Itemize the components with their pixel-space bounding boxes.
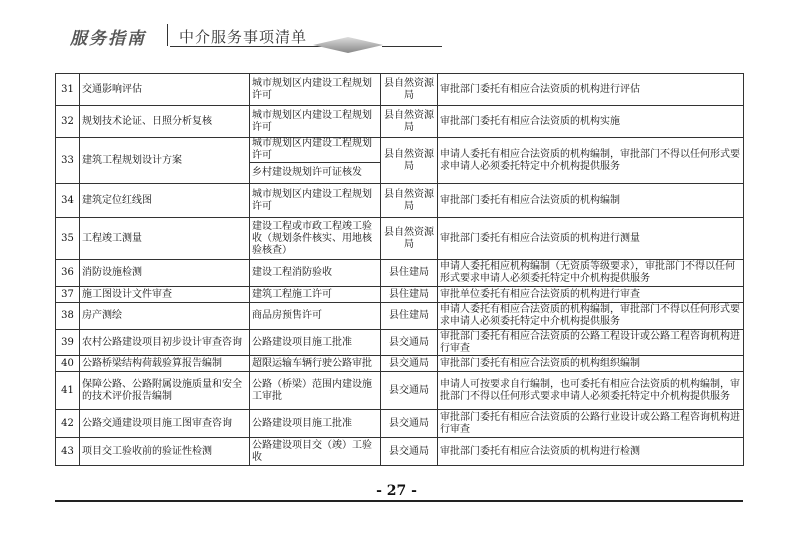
approval-item: 建设工程消防验收 [250, 260, 381, 287]
approval-item: 超限运输车辆行驶公路审批 [250, 356, 381, 372]
approval-item: 城市规划区内建设工程规划许可 [250, 106, 381, 138]
row-number: 40 [56, 356, 80, 372]
service-item: 项目交工验收前的验证性检测 [80, 438, 250, 466]
department: 县自然资源局 [381, 106, 438, 138]
department: 县自然资源局 [381, 74, 438, 106]
page-number: - 27 - [376, 483, 417, 499]
approval-item: 建筑工程施工许可 [250, 287, 381, 303]
department: 县交通局 [381, 356, 438, 372]
remark: 审批部门委托有相应合法资质的公路行业设计或公路工程咨询机构进行审查 [438, 410, 744, 438]
row-number: 37 [56, 287, 80, 303]
table-row [56, 138, 744, 163]
remark: 申请人委托相应机构编制（无资质等级要求），审批部门不得以任何形式要求申请人必须委托特定中介机构提供服务 [438, 260, 744, 287]
row-number: 42 [56, 410, 80, 438]
table-row [56, 410, 744, 438]
row-number: 39 [56, 330, 80, 356]
service-item: 保障公路、公路附属设施质量和安全的技术评价报告编制 [80, 372, 250, 410]
service-item: 房产测绘 [80, 303, 250, 330]
service-item: 工程竣工测量 [80, 218, 250, 260]
approval-item: 公路建设项目交（竣）工验收 [250, 438, 381, 466]
brand-title: 服务指南 [70, 29, 146, 49]
service-item: 公路桥梁结构荷载验算报告编制 [80, 356, 250, 372]
section-title: 中介服务事项清单 [179, 28, 308, 46]
service-item: 施工图设计文件审查 [80, 287, 250, 303]
department: 县住建局 [381, 287, 438, 303]
approval-item-secondary: 乡村建设规划许可证核发 [250, 163, 381, 184]
footer-rule [55, 500, 743, 502]
row-number: 35 [56, 218, 80, 260]
table-row [56, 218, 744, 260]
service-item: 消防设施检测 [80, 260, 250, 287]
service-item: 建筑定位红线图 [80, 184, 250, 218]
department: 县住建局 [381, 260, 438, 287]
remark: 审批部门委托有相应合法资质的公路工程设计或公路工程咨询机构进行审查 [438, 330, 744, 356]
service-item: 规划技术论证、日照分析复核 [80, 106, 250, 138]
table-row [56, 438, 744, 466]
row-number: 36 [56, 260, 80, 287]
approval-item: 城市规划区内建设工程规划许可 [250, 74, 381, 106]
remark: 审批部门委托有相应合法资质的机构组织编制 [438, 356, 744, 372]
remark: 审批部门委托有相应合法资质的机构实施 [438, 106, 744, 138]
row-number: 38 [56, 303, 80, 330]
table-row [56, 303, 744, 330]
approval-item: 建设工程或市政工程竣工验收（规划条件核实、用地核验核查） [250, 218, 381, 260]
service-items-table [55, 73, 744, 466]
table-row [56, 372, 744, 410]
service-item: 建筑工程规划设计方案 [80, 138, 250, 184]
row-number: 31 [56, 74, 80, 106]
header-rule-right [382, 46, 442, 47]
row-number: 34 [56, 184, 80, 218]
department: 县自然资源局 [381, 218, 438, 260]
row-number: 32 [56, 106, 80, 138]
department: 县交通局 [381, 330, 438, 356]
table-row [56, 356, 744, 372]
approval-item: 公路建设项目施工批准 [250, 330, 381, 356]
row-number: 43 [56, 438, 80, 466]
table-row [56, 287, 744, 303]
approval-item: 公路建设项目施工批准 [250, 410, 381, 438]
table-row [56, 106, 744, 138]
service-item: 公路交通建设项目施工图审查咨询 [80, 410, 250, 438]
service-item: 农村公路建设项目初步设计审查咨询 [80, 330, 250, 356]
approval-item: 城市规划区内建设工程规划许可 [250, 184, 381, 218]
row-number: 33 [56, 138, 80, 184]
remark: 审批单位委托有相应合法资质的机构进行审查 [438, 287, 744, 303]
service-item: 交通影响评估 [80, 74, 250, 106]
department: 县自然资源局 [381, 138, 438, 184]
remark: 申请人可按要求自行编制，也可委托有相应合法资质的机构编制，审批部门不得以任何形式要求申请人必须委托特定中介机构提供服务 [438, 372, 744, 410]
approval-item: 公路（桥梁）范围内建设施工审批 [250, 372, 381, 410]
remark: 审批部门委托有相应合法资质的机构进行评估 [438, 74, 744, 106]
table-row [56, 260, 744, 287]
table-row [56, 184, 744, 218]
remark: 申请人委托有相应合法资质的机构编制，审批部门不得以任何形式要求申请人必须委托特定中介机构提供服务 [438, 138, 744, 184]
remark: 审批部门委托有相应合法资质的机构编制 [438, 184, 744, 218]
department: 县交通局 [381, 438, 438, 466]
approval-item: 城市规划区内建设工程规划许可 [250, 138, 381, 163]
diamond-ornament-icon [313, 37, 383, 53]
remark: 审批部门委托有相应合法资质的机构进行测量 [438, 218, 744, 260]
department: 县住建局 [381, 303, 438, 330]
approval-item: 商品房预售许可 [250, 303, 381, 330]
remark: 申请人委托有相应合法资质的机构编制，审批部门不得以任何形式要求申请人必须委托特定中介机构提供服务 [438, 303, 744, 330]
department: 县交通局 [381, 372, 438, 410]
remark: 审批部门委托有相应合法资质的机构进行检测 [438, 438, 744, 466]
table-row [56, 330, 744, 356]
header-divider [167, 24, 168, 46]
table-row [56, 74, 744, 106]
page-header [58, 22, 748, 52]
department: 县交通局 [381, 410, 438, 438]
row-number: 41 [56, 372, 80, 410]
department: 县自然资源局 [381, 184, 438, 218]
